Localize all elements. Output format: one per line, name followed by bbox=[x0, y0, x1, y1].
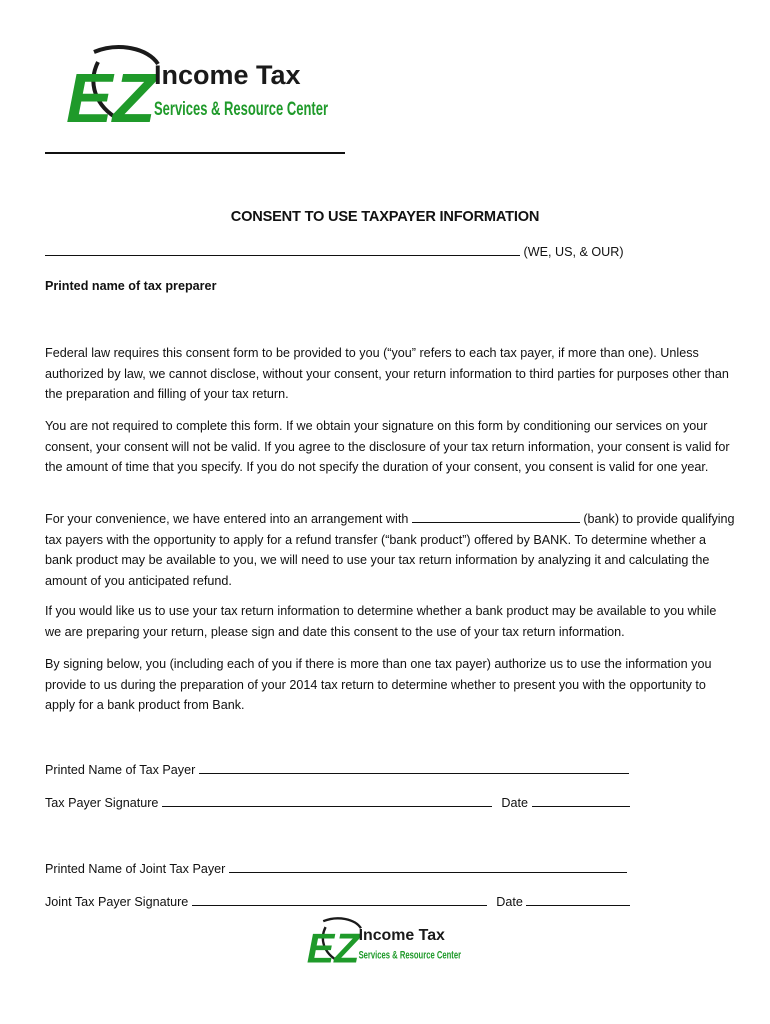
paragraph-convenience-after: (bank) to provide qualifying tax payers with the opportunity to apply for a refund transfer (“bank product”) offered by BANK. To determine whether a bank product may be available to you, we will need to use your tax return information by analyzing it and calculating the amount of you anticipated refund. bbox=[45, 512, 735, 588]
joint-signature-blank[interactable] bbox=[192, 894, 487, 906]
logo-rule bbox=[45, 152, 345, 154]
paragraph-federal-law: Federal law requires this consent form to be provided to you (“you” refers to each tax payer, if more than one). Unless authorized by law, we cannot disclose, without your consent, your return information to third parties for purposes other than the preparation and filling of your tax return. bbox=[45, 346, 729, 401]
logo-graphic bbox=[58, 44, 338, 137]
signature-field bbox=[45, 795, 630, 810]
printed-name-field bbox=[45, 762, 629, 777]
logo-footer-graphic bbox=[302, 915, 467, 971]
printed-name-blank[interactable] bbox=[199, 762, 629, 774]
logo-line1: Income Tax bbox=[154, 60, 301, 90]
logo-line2: Services & Resource Center bbox=[154, 99, 329, 120]
joint-signature-label: Joint Tax Payer Signature bbox=[45, 895, 189, 909]
bank-name-blank[interactable] bbox=[412, 511, 580, 523]
joint-signature-field bbox=[45, 894, 630, 909]
date-label: Date bbox=[501, 796, 529, 810]
paragraph-bank-product: If you would like us to use your tax return information to determine whether a bank product may be available to you while we are preparing your return, please sign and date this consent to the use of your tax return information. bbox=[45, 604, 717, 639]
preparer-name-blank[interactable] bbox=[45, 244, 520, 256]
joint-printed-name-field bbox=[45, 861, 627, 876]
logo-initials: EZ bbox=[66, 59, 156, 137]
logo-footer-line2: Services & Resource Center bbox=[358, 949, 462, 962]
joint-printed-name-blank[interactable] bbox=[229, 861, 627, 873]
joint-date-blank[interactable] bbox=[526, 894, 630, 906]
paragraph-convenience bbox=[45, 509, 735, 591]
company-logo-footer bbox=[302, 915, 467, 971]
logo-footer-line1: Income Tax bbox=[358, 927, 445, 945]
joint-printed-name-label: Printed Name of Joint Tax Payer bbox=[45, 862, 226, 876]
paragraph-convenience-before: For your convenience, we have entered into an arrangement with bbox=[45, 512, 409, 526]
paragraph-not-required: You are not required to complete this form. If we obtain your signature on this form by conditioning our services on your consent, your consent will not be valid. If you agree to the disclosure of your tax return information, your consent is valid for the amount of time that you specify. If you do not specify the duration of your consent, you consent is valid for one year. bbox=[45, 419, 730, 474]
preparer-label: Printed name of tax preparer bbox=[45, 279, 217, 293]
form-title: CONSENT TO USE TAXPAYER INFORMATION bbox=[230, 209, 540, 225]
logo-footer-initials: EZ bbox=[306, 925, 360, 972]
signature-blank[interactable] bbox=[162, 795, 492, 807]
date-blank[interactable] bbox=[532, 795, 630, 807]
paragraph-authorization: By signing below, you (including each of you if there is more than one tax payer) authorize us to use the information you provide to us during the preparation of your 2014 tax return to determine whether to present you with the opportunity to apply for a bank product from Bank. bbox=[45, 657, 712, 712]
signature-label: Tax Payer Signature bbox=[45, 796, 159, 810]
preparer-suffix: (WE, US, & OUR) bbox=[523, 245, 624, 259]
joint-date-label: Date bbox=[496, 895, 523, 909]
preparer-name-line bbox=[45, 244, 624, 259]
company-logo bbox=[58, 44, 338, 137]
printed-name-label: Printed Name of Tax Payer bbox=[45, 763, 196, 777]
